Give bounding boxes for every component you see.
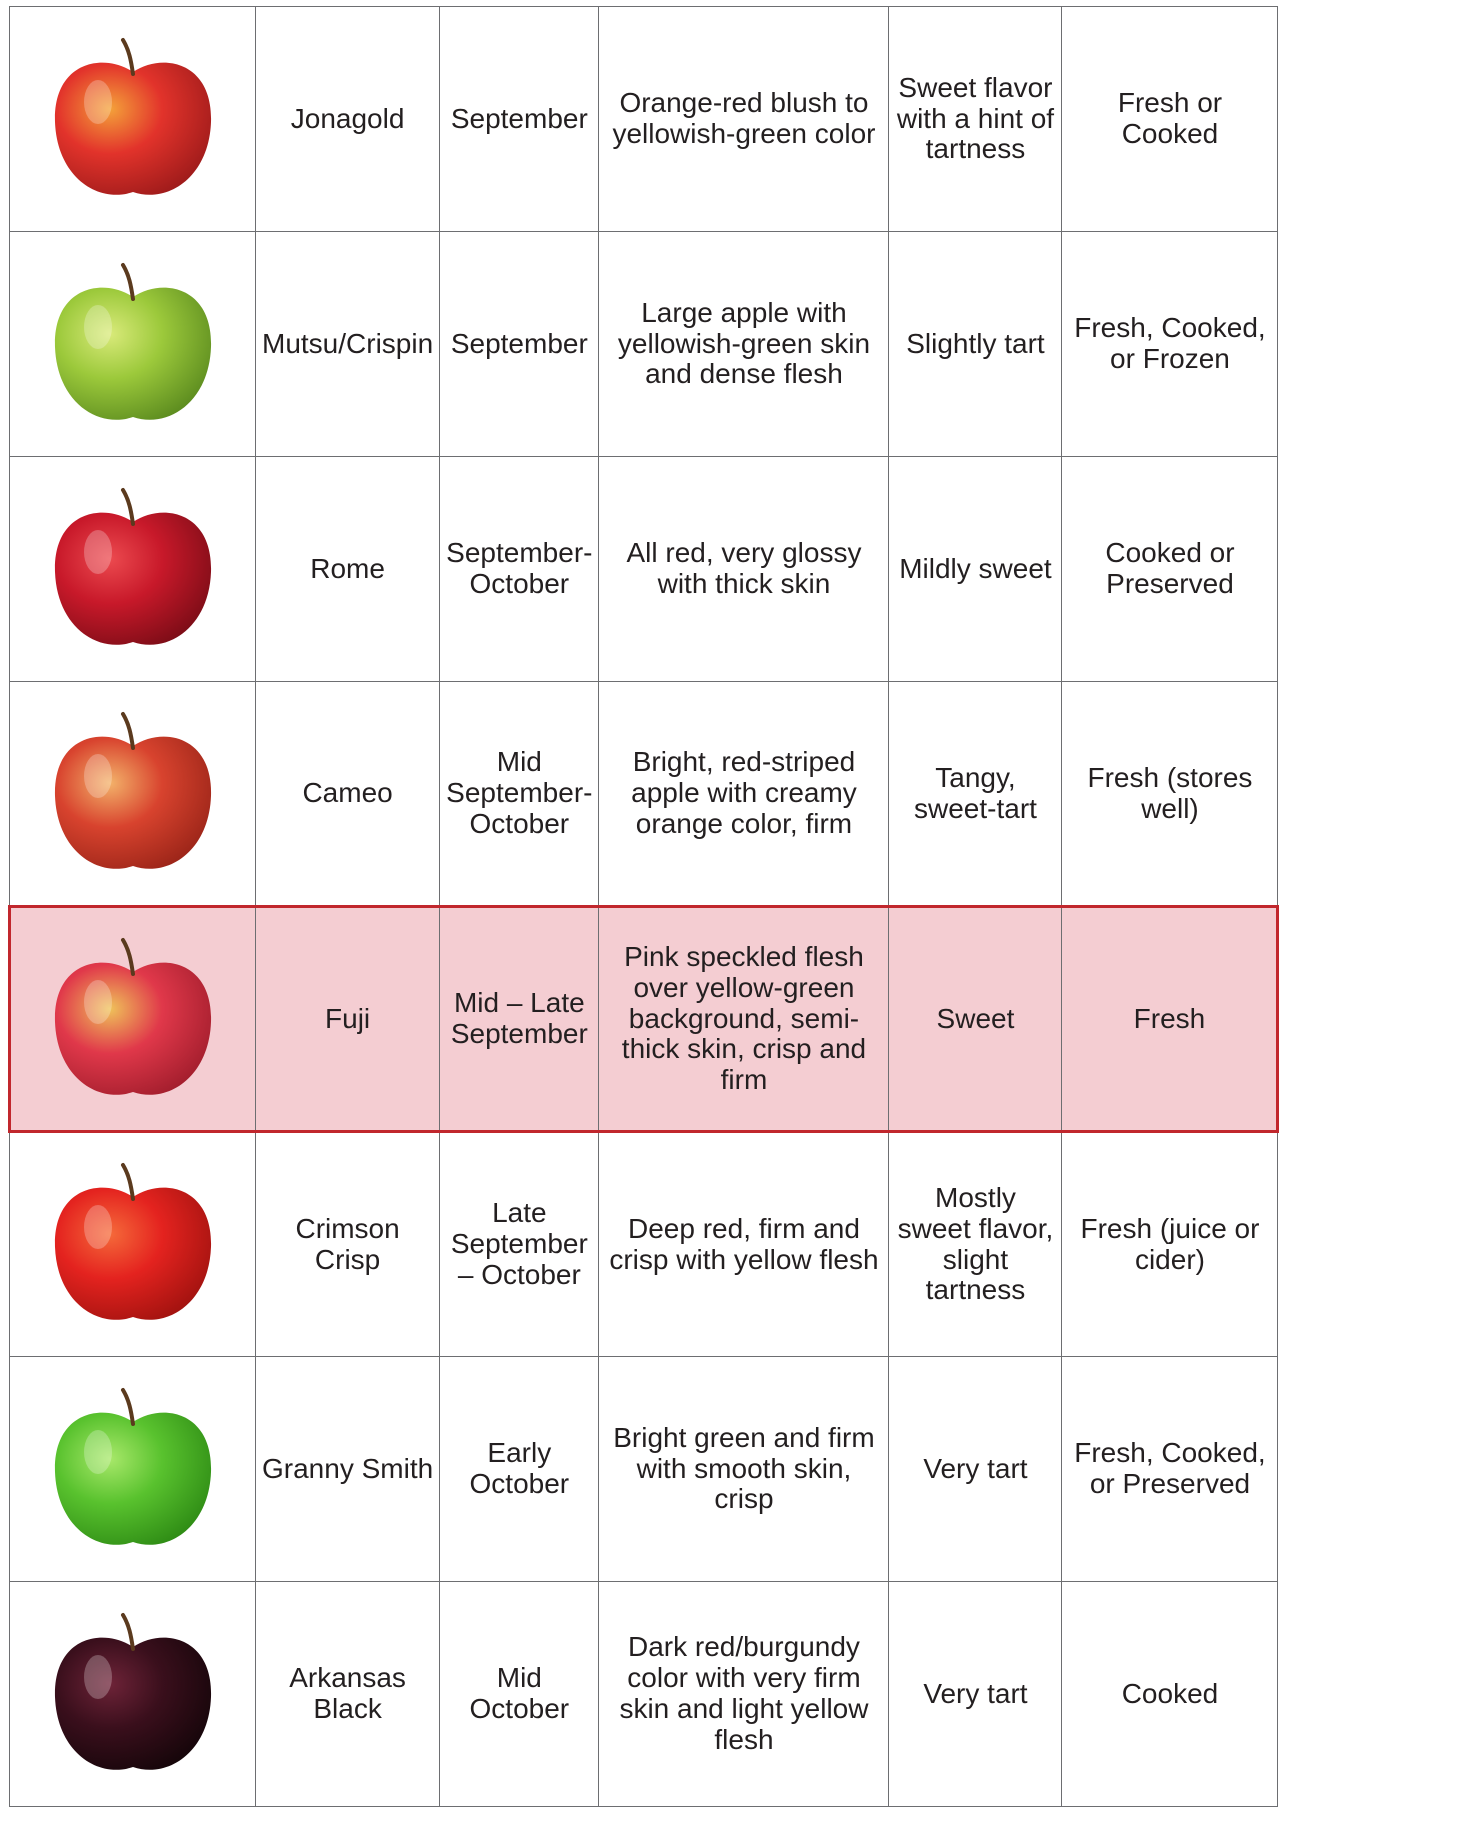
use-cell: Fresh, Cooked, or Preserved — [1062, 1357, 1278, 1582]
harvest-cell: Early October — [440, 1357, 599, 1582]
apple-variety-table — [8, 6, 1279, 1807]
apple-image-cell — [10, 907, 256, 1132]
table-row — [10, 907, 1278, 1132]
variety-cell: Fuji — [256, 907, 440, 1132]
appearance-cell: All red, very glossy with thick skin — [599, 457, 889, 682]
use-cell: Cooked — [1062, 1582, 1278, 1807]
harvest-cell: Mid October — [440, 1582, 599, 1807]
use-cell: Fresh (stores well) — [1062, 682, 1278, 907]
use-cell: Cooked or Preserved — [1062, 457, 1278, 682]
flavor-cell: Sweet — [889, 907, 1062, 1132]
appearance-cell: Large apple with yellowish-green skin and dense flesh — [599, 232, 889, 457]
table-row — [10, 682, 1278, 907]
apple-image-cell — [10, 1357, 256, 1582]
apple-image-cell — [10, 1132, 256, 1357]
appearance-cell: Bright green and firm with smooth skin, crisp — [599, 1357, 889, 1582]
table-row — [10, 7, 1278, 232]
table-row — [10, 232, 1278, 457]
variety-cell: Rome — [256, 457, 440, 682]
harvest-cell: Mid – Late September — [440, 907, 599, 1132]
apple-table-body — [10, 7, 1278, 1807]
variety-cell: Jonagold — [256, 7, 440, 232]
arkansas-black-apple-icon — [10, 1607, 255, 1782]
appearance-cell: Pink speckled flesh over yellow-green background, semi-thick skin, crisp and firm — [599, 907, 889, 1132]
harvest-cell: Mid September-October — [440, 682, 599, 907]
flavor-cell: Very tart — [889, 1357, 1062, 1582]
table-row — [10, 457, 1278, 682]
table-row — [10, 1357, 1278, 1582]
crimson-crisp-apple-icon — [10, 1157, 255, 1332]
apple-image-cell — [10, 1582, 256, 1807]
variety-cell: Arkansas Black — [256, 1582, 440, 1807]
harvest-cell: September — [440, 7, 599, 232]
apple-image-cell — [10, 232, 256, 457]
apple-image-cell — [10, 682, 256, 907]
variety-cell: Mutsu/Crispin — [256, 232, 440, 457]
variety-cell: Cameo — [256, 682, 440, 907]
appearance-cell: Deep red, firm and crisp with yellow flesh — [599, 1132, 889, 1357]
use-cell: Fresh (juice or cider) — [1062, 1132, 1278, 1357]
use-cell: Fresh or Cooked — [1062, 7, 1278, 232]
flavor-cell: Slightly tart — [889, 232, 1062, 457]
table-row — [10, 1582, 1278, 1807]
mutsu-apple-icon — [10, 257, 255, 432]
harvest-cell: September — [440, 232, 599, 457]
appearance-cell: Dark red/burgundy color with very firm skin and light yellow flesh — [599, 1582, 889, 1807]
variety-cell: Granny Smith — [256, 1357, 440, 1582]
flavor-cell: Tangy, sweet-tart — [889, 682, 1062, 907]
cameo-apple-icon — [10, 706, 255, 881]
harvest-cell: September-October — [440, 457, 599, 682]
table-row — [10, 1132, 1278, 1357]
use-cell: Fresh, Cooked, or Frozen — [1062, 232, 1278, 457]
flavor-cell: Mostly sweet flavor, slight tartness — [889, 1132, 1062, 1357]
jonagold-apple-icon — [10, 32, 255, 207]
appearance-cell: Orange-red blush to yellowish-green color — [599, 7, 889, 232]
flavor-cell: Mildly sweet — [889, 457, 1062, 682]
granny-smith-apple-icon — [10, 1382, 255, 1557]
appearance-cell: Bright, red-striped apple with creamy orange color, firm — [599, 682, 889, 907]
rome-apple-icon — [10, 482, 255, 657]
flavor-cell: Sweet flavor with a hint of tartness — [889, 7, 1062, 232]
variety-cell: Crimson Crisp — [256, 1132, 440, 1357]
harvest-cell: Late September – October — [440, 1132, 599, 1357]
flavor-cell: Very tart — [889, 1582, 1062, 1807]
apple-image-cell — [10, 7, 256, 232]
apple-image-cell — [10, 457, 256, 682]
use-cell: Fresh — [1062, 907, 1278, 1132]
fuji-apple-icon — [11, 932, 255, 1107]
